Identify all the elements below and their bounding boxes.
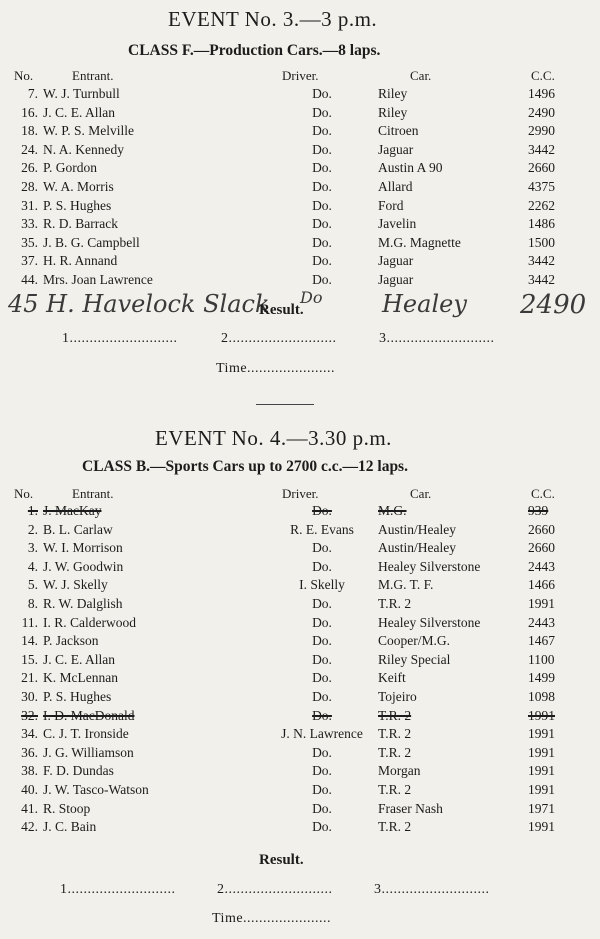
row-entrant: J. MacKay [43,503,102,518]
row-entrant: C. J. T. Ironside [43,726,129,742]
row-entrant: P. Jackson [43,633,99,649]
row-cc: 1991 [528,596,555,611]
row-driver: Do. [312,614,332,630]
row-car: Healey Silverstone [378,558,481,574]
row-number: 35. [21,234,38,250]
table-row [0,253,600,271]
row-number: 32. [21,707,38,723]
row-cc: 4375 [528,179,555,194]
row-entrant: F. D. Dundas [43,763,114,779]
row-cc: 2443 [528,558,555,574]
row-number: 14. [21,633,38,649]
row-number: 15. [21,651,38,667]
row-number: 33. [21,216,38,232]
row-entrant: K. McLennan [43,670,118,686]
table-row [0,819,600,837]
row-entrant: I. D. MacDonald [43,707,135,723]
table-row [0,689,600,707]
event3-result-label: Result. [259,302,304,318]
row-car: Riley [378,86,408,101]
event4-time: Time...................... [212,911,332,926]
row-car: Riley [378,104,408,120]
row-number: 7. [27,86,38,101]
row-car: Morgan [378,763,421,779]
row-driver: Do. [312,558,332,574]
row-number: 16. [21,104,38,120]
row-cc: 3442 [528,141,555,157]
row-cc: 2660 [528,540,555,556]
row-number: 26. [21,160,38,176]
row-car: T.R. 2 [378,782,412,797]
table-row [0,160,600,178]
row-entrant: I. R. Calderwood [43,614,136,630]
row-car: Jaguar [378,253,414,269]
row-number: 44. [21,272,38,287]
row-driver: Do. [312,197,332,213]
handwritten-cc: 2490 [520,290,587,320]
row-number: 1. [27,503,38,518]
row-cc: 1496 [528,86,555,101]
row-car: M.G. Magnette [378,234,461,250]
row-car: Allard [378,179,413,194]
row-driver: Do. [312,540,332,556]
row-entrant: P. S. Hughes [43,197,112,213]
row-cc: 1991 [528,726,555,742]
row-entrant: W. A. Morris [43,179,114,194]
row-cc: 3442 [528,272,555,287]
row-car: Fraser Nash [378,800,443,816]
row-driver: Do. [312,707,332,723]
row-number: 11. [21,614,38,630]
row-driver: Do. [312,819,332,835]
row-entrant: N. A. Kennedy [43,141,124,157]
row-number: 2. [27,521,38,537]
row-driver: Do. [312,689,332,704]
row-cc: 2262 [528,197,555,213]
row-driver: R. E. Evans [290,521,354,537]
row-car: T.R. 2 [378,596,412,611]
event3-place-2: 2........................... [221,331,337,346]
row-number: 3. [27,540,38,556]
table-row [0,577,600,595]
event4-header-entrant: Entrant. [72,486,114,501]
event3-header-driver: Driver. [282,68,319,83]
table-row [0,123,600,141]
row-entrant: W. I. Morrison [43,540,123,556]
table-row [0,801,600,819]
row-number: 42. [21,819,38,835]
table-row [0,633,600,651]
row-number: 37. [21,253,38,269]
event3-time: Time...................... [216,361,336,376]
row-cc: 2660 [528,160,555,176]
row-cc: 2490 [528,104,555,120]
row-cc: 939 [528,503,549,518]
row-entrant: J. C. E. Allan [43,104,116,120]
table-row [0,540,600,558]
row-number: 38. [21,763,38,779]
table-row [0,105,600,123]
row-car: Austin/Healey [378,521,456,537]
row-driver: Do. [312,763,332,779]
event3-header-no: No. [14,68,34,83]
row-driver: Do. [312,651,332,667]
row-entrant: B. L. Carlaw [43,521,113,537]
row-entrant: J. G. Williamson [43,744,134,760]
row-car: T.R. 2 [378,726,412,742]
row-car: Cooper/M.G. [378,633,450,649]
row-number: 40. [21,782,38,797]
row-entrant: Mrs. Joan Lawrence [43,272,153,287]
row-cc: 2443 [528,614,555,630]
row-driver: Do. [312,800,332,816]
table-row [0,198,600,216]
table-row [0,745,600,763]
row-car: Ford [378,197,404,213]
row-car: Tojeiro [378,689,417,704]
row-entrant: R. W. Dalglish [43,596,123,611]
table-row [0,216,600,234]
row-driver: Do. [312,216,332,232]
event4-header-car: Car. [410,486,432,501]
row-cc: 1466 [528,577,555,593]
row-driver: J. N. Lawrence [281,726,363,742]
event3-header-entrant: Entrant. [72,68,114,83]
event4-result-label: Result. [259,852,304,868]
row-cc: 1991 [528,707,555,723]
table-row [0,86,600,104]
event3-place-1: 1........................... [62,331,178,346]
row-cc: 1486 [528,216,555,232]
row-driver: Do. [312,633,332,649]
row-number: 18. [21,123,38,139]
row-cc: 1991 [528,763,555,779]
table-row [0,708,600,726]
table-row [0,179,600,197]
row-cc: 1971 [528,800,555,816]
row-driver: Do. [312,234,332,250]
row-number: 21. [21,670,38,686]
row-driver: Do. [312,670,332,686]
row-car: T.R. 2 [378,819,412,835]
table-row [0,596,600,614]
table-row [0,670,600,688]
row-car: Austin/Healey [378,540,456,556]
row-cc: 1098 [528,689,555,704]
row-driver: Do. [312,123,332,139]
row-driver: Do. [312,86,332,101]
row-driver: Do. [312,272,332,287]
table-row [0,615,600,633]
row-number: 41. [21,800,38,816]
row-car: Austin A 90 [378,160,443,176]
row-car: Jaguar [378,272,414,287]
table-row [0,726,600,744]
table-row [0,235,600,253]
row-car: M.G. [378,503,407,518]
row-car: Jaguar [378,141,414,157]
row-number: 34. [21,726,38,742]
row-entrant: R. Stoop [43,800,91,816]
event4-place-1: 1........................... [60,882,176,897]
row-entrant: P. S. Hughes [43,689,112,704]
row-driver: Do. [312,596,332,611]
row-entrant: R. D. Barrack [43,216,118,232]
row-cc: 1991 [528,744,555,760]
event3-class-title: CLASS F.—Production Cars.—8 laps. [128,42,381,59]
handwritten-entrant: 45 H. Havelock Slack [8,290,270,318]
row-entrant: J. W. Goodwin [43,558,124,574]
table-row [0,763,600,781]
row-cc: 2990 [528,123,555,139]
table-row [0,652,600,670]
row-car: Javelin [378,216,417,232]
row-entrant: P. Gordon [43,160,98,176]
row-entrant: H. R. Annand [43,253,118,269]
row-driver: Do. [312,503,332,518]
row-cc: 1991 [528,782,555,797]
event4-place-3: 3........................... [374,882,490,897]
row-entrant: W. J. Skelly [43,577,108,593]
row-car: Citroen [378,123,419,139]
row-cc: 2660 [528,521,555,537]
row-driver: Do. [312,141,332,157]
row-cc: 1467 [528,633,555,649]
table-row [0,782,600,800]
table-row [0,503,600,521]
event4-header-no: No. [14,486,34,501]
row-number: 24. [21,141,38,157]
event3-header-car: Car. [410,68,432,83]
row-number: 28. [21,179,38,194]
event3-header-cc: C.C. [531,68,555,83]
row-cc: 1499 [528,670,555,686]
row-entrant: J. W. Tasco-Watson [43,782,149,797]
event4-title: EVENT No. 4.—3.30 p.m. [155,426,392,450]
row-number: 5. [27,577,38,593]
row-car: Healey Silverstone [378,614,481,630]
row-entrant: J. C. Bain [43,819,97,835]
event3-title: EVENT No. 3.—3 p.m. [168,7,378,31]
event4-class-title: CLASS B.—Sports Cars up to 2700 c.c.—12 laps. [82,458,408,475]
row-number: 30. [21,689,38,704]
row-car: M.G. T. F. [378,577,434,593]
handwritten-car: Healey [382,290,467,318]
event3-place-3: 3........................... [379,331,495,346]
row-cc: 1500 [528,234,555,250]
row-driver: Do. [312,179,332,194]
row-car: Keift [378,670,406,686]
table-row [0,559,600,577]
row-number: 4. [27,558,38,574]
table-row [0,522,600,540]
row-driver: Do. [312,782,332,797]
row-number: 31. [21,197,38,213]
row-entrant: W. P. S. Melville [43,123,135,139]
event4-header-driver: Driver. [282,486,319,501]
row-driver: Do. [312,160,332,176]
row-entrant: J. C. E. Allan [43,651,116,667]
event4-header-cc: C.C. [531,486,555,501]
row-car: T.R. 2 [378,707,412,723]
row-entrant: J. B. G. Campbell [43,234,140,250]
row-driver: I. Skelly [299,577,345,593]
section-divider [256,404,314,405]
row-driver: Do. [312,253,332,269]
row-number: 36. [21,744,38,760]
row-car: T.R. 2 [378,744,412,760]
row-cc: 1991 [528,819,555,835]
row-cc: 3442 [528,253,555,269]
row-cc: 1100 [528,651,555,667]
event4-place-2: 2........................... [217,882,333,897]
row-car: Riley Special [378,651,451,667]
handwritten-driver: Do [300,288,323,307]
row-entrant: W. J. Turnbull [43,86,120,101]
row-driver: Do. [312,744,332,760]
row-driver: Do. [312,104,332,120]
row-number: 8. [27,596,38,611]
table-row [0,142,600,160]
